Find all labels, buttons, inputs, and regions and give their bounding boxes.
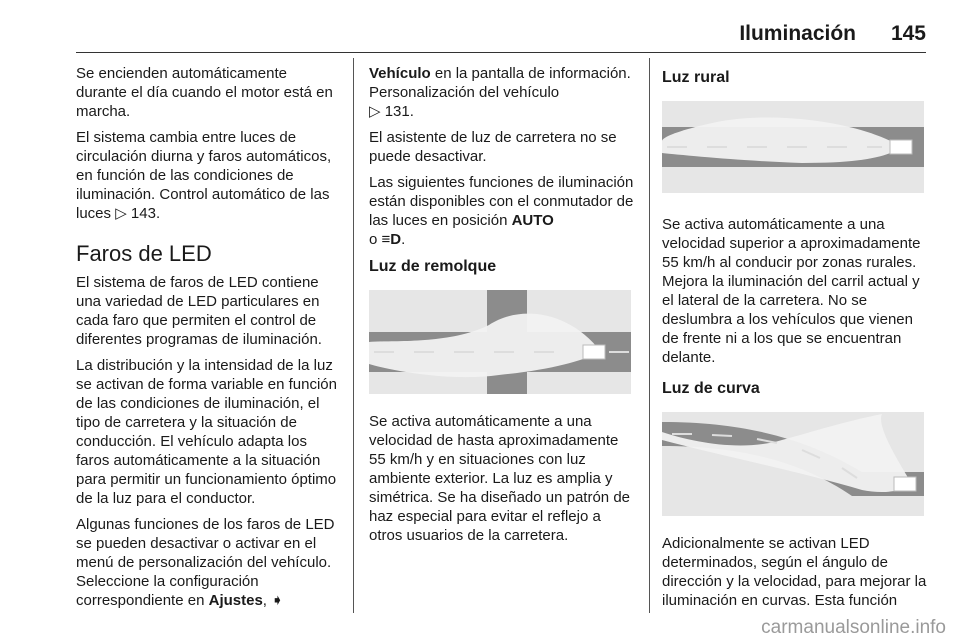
page-number: 145 bbox=[890, 22, 926, 45]
paragraph: Adicionalmente se activan LED determinados, según el ángulo de dirección y la velocidad, para mejorar la iluminación en curvas. Esta función bbox=[662, 535, 927, 609]
curve-light-illustration bbox=[662, 412, 924, 516]
paragraph: Algunas funciones de los faros de LED se pueden desactivar o activar en el menú de personalización del vehículo. Seleccione la configuración correspondiente en Ajustes, ➧ bbox=[76, 516, 335, 609]
paragraph-text: Algunas funciones de los faros de LED se pueden desactivar o activar en el menú de personalización del vehículo. Seleccione la configuración correspondiente en bbox=[76, 516, 335, 609]
reference-arrow-icon: ▷ bbox=[369, 103, 381, 120]
heading-curve-light: Luz de curva bbox=[662, 380, 760, 397]
paragraph: Se encienden automáticamente durante el día cuando el motor está en marcha. bbox=[76, 65, 333, 120]
rural-light-illustration bbox=[662, 101, 924, 193]
column-divider-1 bbox=[353, 58, 354, 613]
section-title: Iluminación bbox=[739, 22, 856, 45]
watermark: carmanualsonline.info bbox=[761, 617, 946, 638]
trailer-light-illustration bbox=[369, 290, 631, 394]
paragraph: La distribución y la intensidad de la luz se activan de forma variable en función de las condiciones de iluminación, el tipo de carretera y la situación de conducción. El vehículo adapta los faros automáticamente a la situación para permitir un funcionamiento óptimo de la luz para el conductor. bbox=[76, 357, 337, 507]
paragraph-text: Las siguientes funciones de iluminación están disponibles con el conmutador de las luces en posición bbox=[369, 174, 634, 229]
column-divider-2 bbox=[649, 58, 650, 613]
paragraph: Las siguientes funciones de iluminación están disponibles con el conmutador de las luces en posición AUTO o ≡D. bbox=[369, 174, 634, 248]
settings-term: Ajustes bbox=[208, 592, 263, 609]
header-rule bbox=[76, 52, 926, 53]
heading-rural-light: Luz rural bbox=[662, 69, 730, 86]
settings-arrow-icon: ➧ bbox=[271, 592, 284, 609]
page-header bbox=[76, 22, 926, 52]
paragraph bbox=[369, 64, 635, 121]
or-word: o bbox=[369, 231, 378, 248]
paragraph bbox=[76, 128, 340, 223]
paragraph: Se activa automáticamente a una velocidad superior a aproximadamente 55 km/h al conducir por zonas rurales. Mejora la iluminación del carril actual y el lateral de la carretera. No se deslumbra a los vehículos que vienen de frente ni a los que se encuentran delante. bbox=[662, 216, 921, 366]
heading-trailer-light: Luz de remolque bbox=[369, 258, 497, 275]
column-3 bbox=[662, 64, 928, 617]
heading-led-headlights: Faros de LED bbox=[76, 241, 212, 266]
column-2 bbox=[369, 64, 635, 552]
reference-arrow-icon: ▷ bbox=[115, 205, 127, 222]
paragraph-text: en la pantalla de información. Personalización del vehículo bbox=[369, 65, 631, 101]
page-reference[interactable]: 131. bbox=[384, 103, 414, 120]
paragraph-text: El sistema cambia entre luces de circulación diurna y faros automáticos, en función de las condiciones de iluminación. Control automático de las luces bbox=[76, 129, 332, 222]
headlight-auto-icon: ≡D bbox=[381, 231, 402, 248]
paragraph: Se activa automáticamente a una velocidad de hasta aproximadamente 55 km/h y en situaciones con luz ambiente exterior. La luz es amplia y simétrica. Se ha diseñado un patrón de haz especial para evitar el reflejo a otros usuarios de la carretera. bbox=[369, 413, 630, 544]
page-reference[interactable]: 143. bbox=[130, 205, 161, 222]
paragraph: El asistente de luz de carretera no se puede desactivar. bbox=[369, 129, 617, 165]
paragraph: El sistema de faros de LED contiene una variedad de LED particulares en cada faro que permiten el control de diferentes programas de iluminación. bbox=[76, 274, 322, 348]
column-1 bbox=[76, 64, 340, 617]
vehicle-term: Vehículo bbox=[369, 65, 431, 82]
auto-term: AUTO bbox=[511, 212, 554, 229]
